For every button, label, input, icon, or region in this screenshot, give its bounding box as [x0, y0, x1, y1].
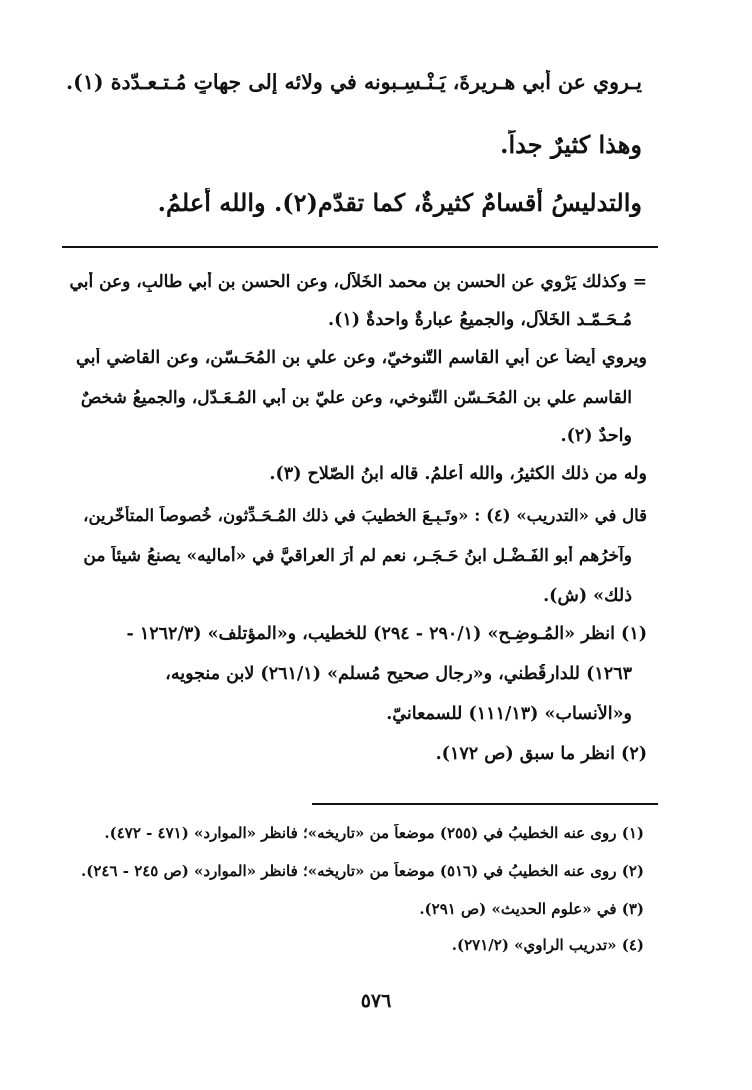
footnote-line: (٢) روى عنه الخطيبُ في (٥١٦) موضعاً من «تاريخه»؛ فانظر «الموارد» (ص ٢٤٥ - ٢٤٦).	[81, 862, 644, 880]
note-line: وآخرُهم أبو الفَـضْـل ابنُ حَـجَـر، نعم لم أرَ العراقيَّ في «أماليه» يصنعُ شيئاً من	[83, 546, 632, 566]
main-notes-separator	[62, 246, 658, 248]
note-line: واحدٌ (٢).	[560, 426, 632, 446]
footnote-line: (٤) «تدريب الراوي» (٢٧١/٢).	[451, 936, 644, 954]
note-line: القاسم علي بن المُحَـسّن التّنوخي، وعن عليّ بن أبي المُـعَـدّل، والجميعُ شخصٌ	[80, 388, 632, 408]
note-line: (١) انظر «المُـوضِـح» (٢٩٠/١ - ٢٩٤) للخطيب، و«المؤتلف» (١٢٦٢/٣ -	[126, 624, 647, 644]
note-line: ١٢٦٣) للدارقُطني، و«رجال صحيح مُسلم» (٢٦١/١) لابن منجويه،	[165, 664, 632, 684]
note-line: = وكذلك يَرْوي عن الحسن بن محمد الخَلاّل، وعن الحسن بن أبي طالبٍ، وعن أبي	[70, 272, 647, 292]
note-line: مُـحَـمّـد الخَلاّل، والجميعُ عبارةٌ واحدةٌ (١).	[328, 310, 632, 330]
page-number: ٥٧٦	[360, 990, 392, 1012]
footnote-separator	[312, 803, 658, 805]
footnote-line: (٣) في «علوم الحديث» (ص ٢٩١).	[419, 900, 644, 918]
main-text-line: يـروي عن أبي هـريرةَ، يَـنْـسِـبونه في ولائه إلى جهاتٍ مُـتـعـدّدة (١).	[66, 70, 642, 94]
note-line: قال في «التدريب» (٤) : «وتَـبِـعَ الخطيبَ في ذلك المُـحَـدِّثون، خُصوصاً المتأخّرين،	[83, 506, 647, 525]
note-line: و«الأنساب» (١١١/١٣) للسمعانيّ.	[386, 704, 632, 724]
main-text-line: وهذا كثيرٌ جداً.	[500, 130, 642, 159]
note-line: ويروي أيضاً عن أبي القاسم التّنوخيّ، وعن علي بن المُحَـسّن، وعن القاضي أبي	[76, 348, 647, 368]
note-line: وله من ذلك الكثيرُ، والله أعلمُ. قاله ابنُ الصّلاح (٣).	[269, 464, 647, 484]
note-line: ذلك» (ش).	[543, 586, 632, 606]
main-text-line: والتدليسُ أقسامٌ كثيرةٌ، كما تقدّم(٢). والله أعلمُ.	[157, 188, 642, 217]
footnote-line: (١) روى عنه الخطيبُ في (٢٥٥) موضعاً من «تاريخه»؛ فانظر «الموارد» (٤٧١ - ٤٧٢).	[104, 824, 644, 842]
note-line: (٢) انظر ما سبق (ص ١٧٢).	[435, 744, 647, 764]
